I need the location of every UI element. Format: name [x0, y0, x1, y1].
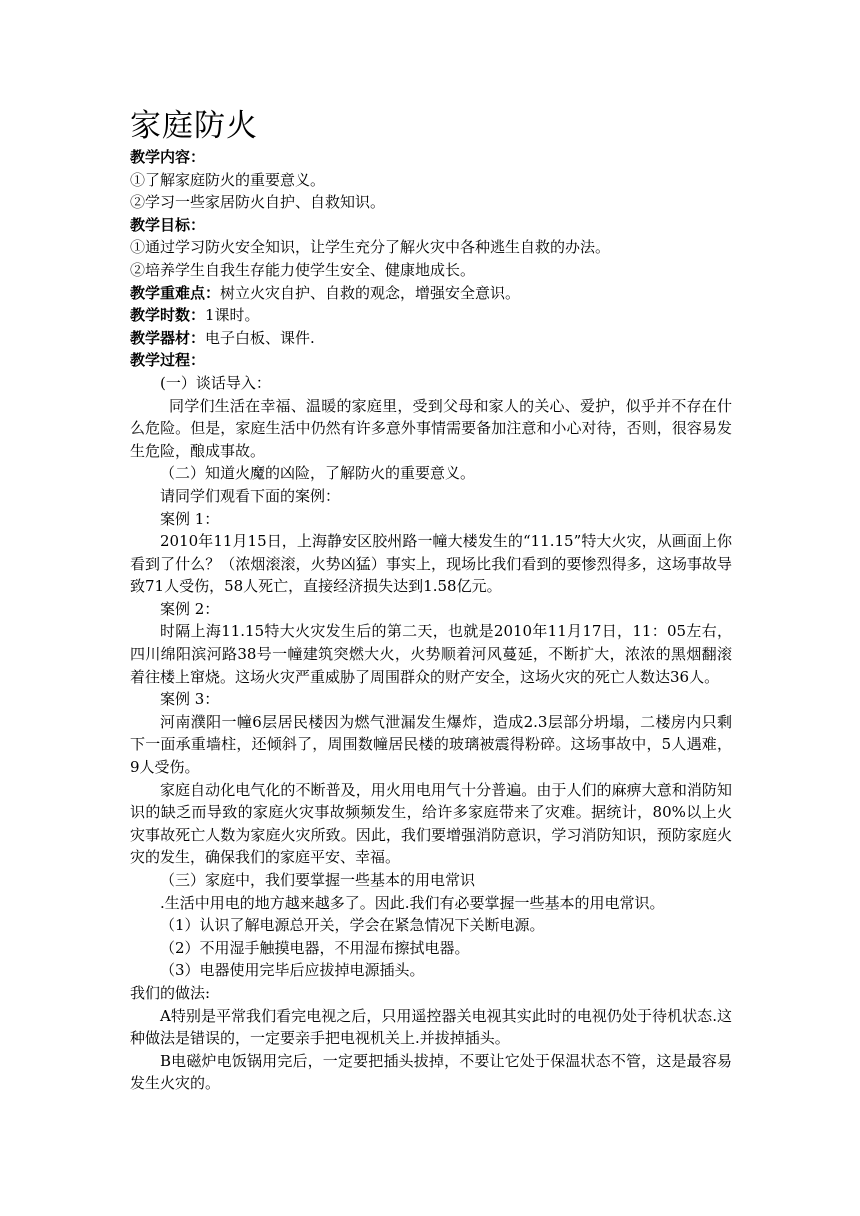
goal-item-1: ①通过学习防火安全知识，让学生充分了解火灾中各种逃生自救的办法。 — [130, 238, 611, 257]
key-points-line — [130, 282, 732, 305]
goal-item-2: ②培养学生自我生存能力使学生安全、健康地成长。 — [130, 260, 476, 279]
section-2-summary: 家庭自动化电气化的不断普及，用火用电用气十分普遍。由于人们的麻痹大意和消防知识的缺乏而导致的家庭火灾事故频频发生，给许多家庭带来了灾难。据统计，80%以上火灾事故死亡人数为家庭火灾所致。因此，我们要增强消防意识，学习消防知识，预防家庭火灾的发生，确保我们的家庭平安、幸福。 — [130, 780, 732, 867]
case-3-label: 案例 3： — [160, 690, 220, 709]
class-hours-heading: 教学时数： — [130, 306, 206, 325]
section-1-title: (一）谈话导入： — [160, 373, 271, 392]
page-title: 家庭防火 — [130, 108, 258, 144]
case-1-text: 2010年11月15日，上海静安区胶州路一幢大楼发生的“11.15”特大火灾，从画面上你看到了什么？（浓烟滚滚，火势凶猛）事实上，现场比我们看到的要惨烈得多，这场事故导致71人受伤，58人死亡，直接经济损失达到1.58亿元。 — [130, 532, 732, 596]
case-2-label: 案例 2： — [160, 599, 220, 618]
class-hours-text: 1课时。 — [205, 306, 260, 325]
section-3-intro: .生活中用电的地方越来越多了。因此.我们有必要掌握一些基本的用电常识。 — [160, 893, 665, 912]
equipment-heading: 教学器材： — [130, 328, 206, 347]
case-2-text: 时隔上海11.15特大火灾发生后的第二天，也就是2010年11月17日，11：05左右，四川绵阳滨河路38号一幢建筑突燃大火，火势顺着河风蔓延，不断扩大，浓浓的黑烟翻滚着往楼上窜烧。这场火灾严重威胁了周围群众的财产安全，这场火灾的死亡人数达36人。 — [130, 622, 732, 686]
section-3-title: （三）家庭中，我们要掌握一些基本的用电常识 — [160, 871, 476, 889]
content-item-2: ②学习一些家居防火自护、自救知识。 — [130, 193, 386, 212]
section-3-item-3: （3）电器使用完毕后应拔掉电源插头。 — [160, 961, 425, 980]
class-hours-line — [130, 304, 732, 327]
key-points-heading: 教学重难点： — [130, 283, 221, 302]
section-3-item-2: （2）不用湿手触摸电器，不用湿布擦拭电器。 — [160, 938, 470, 957]
case-3-text: 河南濮阳一幢6层居民楼因为燃气泄漏发生爆炸，造成2.3层部分坍塌，二楼房内只剩下一面承重墙柱，还倾斜了，周围数幢居民楼的玻璃被震得粉碎。这场事故中，5人遇难，9人受伤。 — [130, 712, 732, 777]
equipment-line — [130, 327, 732, 350]
content-heading: 教学内容： — [130, 148, 206, 166]
goal-heading: 教学目标： — [130, 215, 206, 234]
document-page — [130, 106, 732, 1095]
section-1-paragraph: 同学们生活在幸福、温暖的家庭里，受到父母和家人的关心、爱护，似乎并不存在什么危险。但是，家庭生活中仍然有许多意外事情需要备加注意和小心对待，否则，很容易发生危险，酿成事故。 — [130, 396, 732, 460]
process-heading: 教学过程： — [130, 351, 206, 370]
equipment-text: 电子白板、课件. — [205, 328, 315, 347]
practice-heading: 我们的做法: — [130, 983, 211, 1002]
case-1-label: 案例 1： — [160, 509, 220, 528]
content-item-1: ①了解家庭防火的重要意义。 — [130, 170, 326, 189]
practice-b: B电磁炉电饭锅用完后，一定要把插头拔掉，不要让它处于保温状态不管，这是最容易发生火灾的。 — [130, 1051, 732, 1093]
section-2-intro: 请同学们观看下面的案例： — [160, 486, 341, 505]
section-3-item-1: （1）认识了解电源总开关，学会在紧急情况下关断电源。 — [160, 916, 545, 935]
practice-a: A特别是平常我们看完电视之后，只用遥控器关电视其实此时的电视仍处于待机状态.这种做法是错误的，一定要亲手把电视机关上.并拔掉插头。 — [130, 1006, 732, 1048]
key-points-text: 树立火灾自护、自救的观念，增强安全意识。 — [220, 283, 521, 302]
section-2-title: （二）知道火魔的凶险，了解防火的重要意义。 — [160, 464, 476, 483]
